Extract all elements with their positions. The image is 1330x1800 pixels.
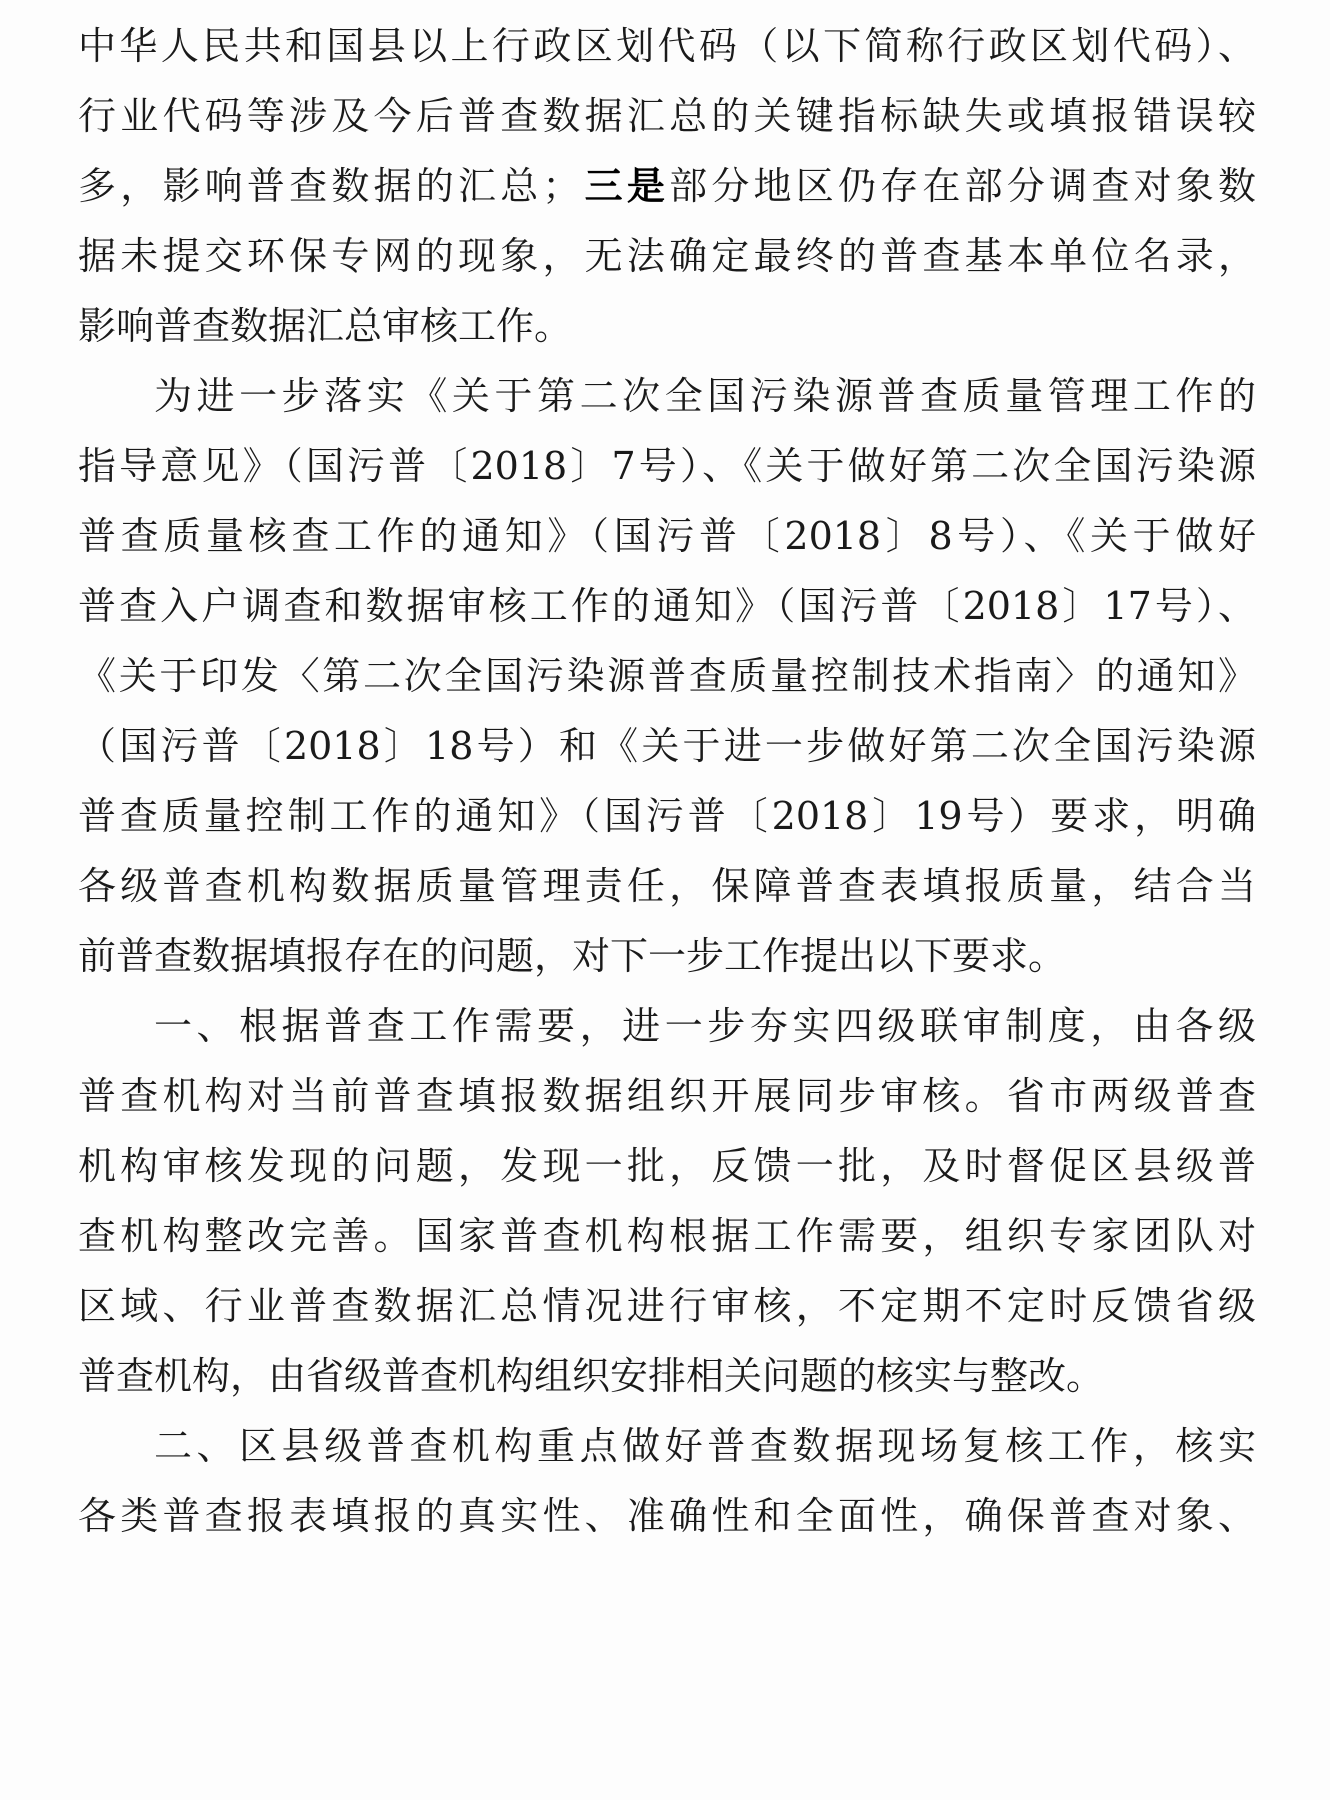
paragraph-2-line-7: 普查质量控制工作的通知》（国污普〔2018〕19号）要求，明确	[78, 794, 1256, 838]
paragraph-4-line-1: 二、区县级普查机构重点做好普查数据现场复核工作，核实	[154, 1424, 1256, 1468]
paragraph-2-line-6: （国污普〔2018〕18号）和《关于进一步做好第二次全国污染源	[78, 724, 1256, 768]
paragraph-2-line-4: 普查入户调查和数据审核工作的通知》（国污普〔2018〕17号）、	[78, 584, 1256, 628]
text-line-1: 中华人民共和国县以上行政区划代码（以下简称行政区划代码）、	[78, 24, 1256, 68]
paragraph-2-line-9: 前普查数据填报存在的问题，对下一步工作提出以下要求。	[78, 934, 1067, 978]
paragraph-2-line-1: 为进一步落实《关于第二次全国污染源普查质量管理工作的	[154, 374, 1256, 418]
text-line-2: 行业代码等涉及今后普查数据汇总的关键指标缺失或填报错误较	[78, 94, 1256, 138]
paragraph-3-line-4: 查机构整改完善。国家普查机构根据工作需要，组织专家团队对	[78, 1214, 1256, 1258]
paragraph-3-line-3: 机构审核发现的问题，发现一批，反馈一批，及时督促区县级普	[78, 1144, 1256, 1188]
text-line-5: 影响普查数据汇总审核工作。	[78, 304, 573, 348]
paragraph-2-line-3: 普查质量核查工作的通知》（国污普〔2018〕8号）、《关于做好	[78, 514, 1256, 558]
paragraph-2-line-8: 各级普查机构数据质量管理责任，保障普查表填报质量，结合当	[78, 864, 1256, 908]
emphasis-san-shi: 三是	[580, 163, 670, 208]
paragraph-2-line-2: 指导意见》（国污普〔2018〕7号）、《关于做好第二次全国污染源	[78, 444, 1256, 488]
text-line-3-before: 多，影响普查数据的汇总；	[78, 164, 581, 208]
paragraph-3-line-5: 区域、行业普查数据汇总情况进行审核，不定期不定时反馈省级	[78, 1284, 1256, 1328]
text-line-4: 据未提交环保专网的现象，无法确定最终的普查基本单位名录，	[78, 234, 1256, 278]
text-line-3-after: 部分地区仍存在部分调查对象数	[669, 164, 1256, 208]
text-line-3	[78, 156, 1256, 216]
paragraph-3-line-6: 普查机构，由省级普查机构组织安排相关问题的核实与整改。	[78, 1354, 1105, 1398]
paragraph-3-line-2: 普查机构对当前普查填报数据组织开展同步审核。省市两级普查	[78, 1074, 1256, 1118]
paragraph-4-line-2: 各类普查报表填报的真实性、准确性和全面性，确保普查对象、	[78, 1494, 1256, 1538]
paragraph-3-line-1: 一、根据普查工作需要，进一步夯实四级联审制度，由各级	[154, 1004, 1256, 1048]
paragraph-2-line-5: 《关于印发〈第二次全国污染源普查质量控制技术指南〉的通知》	[78, 654, 1256, 698]
